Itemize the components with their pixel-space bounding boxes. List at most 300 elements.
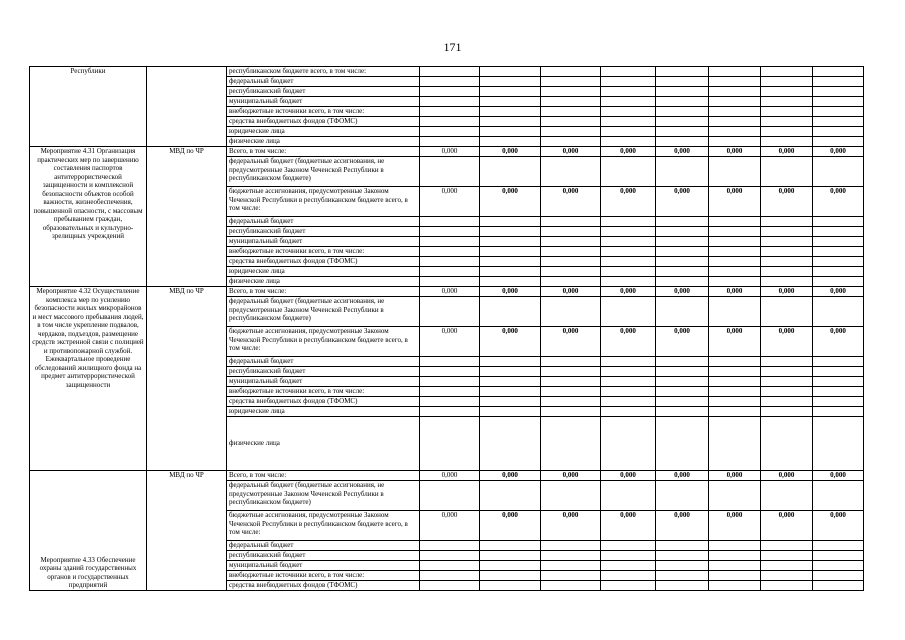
value-cell xyxy=(480,367,541,377)
value-cell xyxy=(656,157,709,187)
value-cell xyxy=(420,541,480,551)
value-cell: 0,000 xyxy=(656,327,709,357)
value-cell: 0,000 xyxy=(601,187,656,217)
funding-source-cell: юридические лица xyxy=(227,127,420,137)
funding-source-cell: федеральный бюджет (бюджетные ассигнования, не предусмотренные Законом Чеченской Республики в республиканском бюджете) xyxy=(227,157,420,187)
value-cell xyxy=(813,67,864,77)
value-cell xyxy=(541,247,601,257)
value-cell xyxy=(541,267,601,277)
value-cell xyxy=(480,407,541,417)
value-cell xyxy=(601,551,656,561)
value-cell xyxy=(709,571,761,581)
value-cell xyxy=(656,571,709,581)
value-cell xyxy=(480,417,541,471)
value-cell xyxy=(480,581,541,591)
value-cell xyxy=(420,387,480,397)
value-cell xyxy=(541,561,601,571)
value-cell xyxy=(761,357,813,367)
value-cell xyxy=(420,237,480,247)
value-cell xyxy=(420,257,480,267)
value-cell: 0,000 xyxy=(709,511,761,541)
funding-source-cell: физические лица xyxy=(227,137,420,147)
value-cell xyxy=(480,107,541,117)
funding-source-cell: бюджетные ассигнования, предусмотренные Законом Чеченской Республики в республиканском бюджете всего, в том числе: xyxy=(227,327,420,357)
value-cell: 0,000 xyxy=(813,327,864,357)
funding-source-cell: Всего, в том числе: xyxy=(227,147,420,157)
value-cell xyxy=(601,417,656,471)
value-cell xyxy=(541,387,601,397)
value-cell xyxy=(656,387,709,397)
value-cell: 0,000 xyxy=(656,511,709,541)
value-cell xyxy=(761,387,813,397)
value-cell: 0,000 xyxy=(813,287,864,297)
value-cell xyxy=(709,97,761,107)
value-cell xyxy=(761,237,813,247)
value-cell xyxy=(541,357,601,367)
value-cell xyxy=(480,217,541,227)
value-cell xyxy=(480,97,541,107)
funding-source-cell: средства внебюджетных фондов (ТФОМС) xyxy=(227,257,420,267)
measure-cell: Республики xyxy=(30,67,147,147)
value-cell: 0,000 xyxy=(656,187,709,217)
value-cell xyxy=(813,127,864,137)
budget-table xyxy=(29,66,864,591)
value-cell xyxy=(656,377,709,387)
value-cell xyxy=(709,277,761,287)
value-cell xyxy=(656,237,709,247)
value-cell xyxy=(420,267,480,277)
value-cell xyxy=(601,397,656,407)
value-cell xyxy=(656,257,709,267)
value-cell xyxy=(709,127,761,137)
value-cell xyxy=(541,87,601,97)
value-cell xyxy=(656,117,709,127)
value-cell xyxy=(813,217,864,227)
value-cell xyxy=(541,77,601,87)
value-cell xyxy=(420,227,480,237)
value-cell xyxy=(709,417,761,471)
value-cell: 0,000 xyxy=(480,187,541,217)
value-cell xyxy=(420,297,480,327)
value-cell xyxy=(709,77,761,87)
value-cell xyxy=(761,107,813,117)
value-cell: 0,000 xyxy=(420,287,480,297)
value-cell xyxy=(813,581,864,591)
value-cell xyxy=(480,127,541,137)
value-cell: 0,000 xyxy=(601,147,656,157)
value-cell xyxy=(541,367,601,377)
value-cell xyxy=(656,77,709,87)
value-cell: 0,000 xyxy=(420,471,480,481)
funding-source-cell: муниципальный бюджет xyxy=(227,561,420,571)
value-cell xyxy=(541,297,601,327)
value-cell: 0,000 xyxy=(480,471,541,481)
value-cell xyxy=(656,357,709,367)
value-cell xyxy=(541,107,601,117)
value-cell xyxy=(601,387,656,397)
value-cell: 0,000 xyxy=(541,287,601,297)
value-cell: 0,000 xyxy=(420,147,480,157)
value-cell xyxy=(761,481,813,511)
funding-source-cell: Всего, в том числе: xyxy=(227,471,420,481)
value-cell xyxy=(709,237,761,247)
value-cell xyxy=(601,117,656,127)
funding-source-cell: муниципальный бюджет xyxy=(227,97,420,107)
value-cell xyxy=(656,127,709,137)
value-cell xyxy=(541,117,601,127)
value-cell xyxy=(601,407,656,417)
value-cell xyxy=(709,561,761,571)
value-cell xyxy=(420,67,480,77)
value-cell xyxy=(813,107,864,117)
page-number: 171 xyxy=(443,40,462,54)
value-cell xyxy=(656,97,709,107)
value-cell xyxy=(656,561,709,571)
value-cell: 0,000 xyxy=(480,287,541,297)
funding-source-cell: юридические лица xyxy=(227,267,420,277)
value-cell: 0,000 xyxy=(656,471,709,481)
value-cell xyxy=(480,117,541,127)
value-cell: 0,000 xyxy=(601,471,656,481)
value-cell xyxy=(480,377,541,387)
value-cell xyxy=(709,297,761,327)
value-cell: 0,000 xyxy=(709,287,761,297)
value-cell xyxy=(813,551,864,561)
value-cell xyxy=(480,67,541,77)
value-cell xyxy=(761,297,813,327)
value-cell xyxy=(601,541,656,551)
value-cell xyxy=(420,137,480,147)
value-cell: 0,000 xyxy=(656,147,709,157)
funding-source-cell: федеральный бюджет xyxy=(227,541,420,551)
value-cell: 0,000 xyxy=(601,327,656,357)
value-cell xyxy=(601,87,656,97)
value-cell xyxy=(813,267,864,277)
value-cell xyxy=(480,237,541,247)
value-cell xyxy=(709,377,761,387)
value-cell: 0,000 xyxy=(656,287,709,297)
value-cell xyxy=(480,137,541,147)
value-cell xyxy=(709,387,761,397)
value-cell: 0,000 xyxy=(761,471,813,481)
value-cell: 0,000 xyxy=(813,187,864,217)
value-cell xyxy=(480,267,541,277)
value-cell xyxy=(761,571,813,581)
value-cell xyxy=(541,551,601,561)
value-cell xyxy=(709,397,761,407)
value-cell xyxy=(601,267,656,277)
value-cell xyxy=(656,541,709,551)
value-cell xyxy=(480,551,541,561)
value-cell: 0,000 xyxy=(709,187,761,217)
value-cell xyxy=(761,157,813,187)
value-cell xyxy=(709,87,761,97)
value-cell xyxy=(761,227,813,237)
value-cell xyxy=(709,67,761,77)
funding-source-cell: республиканский бюджет xyxy=(227,551,420,561)
value-cell xyxy=(813,417,864,471)
value-cell xyxy=(601,277,656,287)
value-cell xyxy=(601,357,656,367)
value-cell: 0,000 xyxy=(420,187,480,217)
value-cell xyxy=(480,561,541,571)
measure-cell: Мероприятие 4.32 Осуществление комплекса мер по усилению безопасности жилых микрорайонов и мест массового пребывания людей, в том числе укрепление подвалов, чердаков, подъездов, размещение средств экстренной связи с полицией и противопожарной службой. Ежеквартальное проведение обследований жилищного фонда на предмет антитеррористической защищенности xyxy=(30,287,147,471)
value-cell xyxy=(709,481,761,511)
value-cell xyxy=(761,87,813,97)
value-cell: 0,000 xyxy=(601,287,656,297)
value-cell: 0,000 xyxy=(541,511,601,541)
table-row xyxy=(30,287,864,297)
value-cell: 0,000 xyxy=(813,471,864,481)
value-cell: 0,000 xyxy=(709,327,761,357)
value-cell xyxy=(761,551,813,561)
value-cell xyxy=(420,217,480,227)
value-cell xyxy=(656,581,709,591)
value-cell xyxy=(656,137,709,147)
value-cell: 0,000 xyxy=(420,327,480,357)
funding-source-cell: Всего, в том числе: xyxy=(227,287,420,297)
value-cell xyxy=(656,227,709,237)
value-cell xyxy=(480,571,541,581)
value-cell xyxy=(601,77,656,87)
funding-source-cell: республиканский бюджет xyxy=(227,367,420,377)
funding-source-cell: средства внебюджетных фондов (ТФОМС) xyxy=(227,397,420,407)
value-cell xyxy=(480,77,541,87)
value-cell xyxy=(761,267,813,277)
value-cell xyxy=(709,367,761,377)
value-cell xyxy=(761,137,813,147)
value-cell xyxy=(420,367,480,377)
funding-source-cell: бюджетные ассигнования, предусмотренные Законом Чеченской Республики в республиканском бюджете всего, в том числе: xyxy=(227,187,420,217)
table-row xyxy=(30,471,864,481)
value-cell xyxy=(601,127,656,137)
value-cell xyxy=(761,397,813,407)
value-cell xyxy=(709,541,761,551)
value-cell xyxy=(420,277,480,287)
value-cell xyxy=(601,67,656,77)
funding-source-cell: средства внебюджетных фондов (ТФОМС) xyxy=(227,581,420,591)
funding-source-cell: федеральный бюджет (бюджетные ассигнования, не предусмотренные Законом Чеченской Республики в республиканском бюджете) xyxy=(227,481,420,511)
value-cell xyxy=(601,217,656,227)
value-cell xyxy=(813,277,864,287)
funding-source-cell: республиканский бюджет xyxy=(227,87,420,97)
value-cell xyxy=(761,367,813,377)
value-cell: 0,000 xyxy=(541,471,601,481)
value-cell xyxy=(420,127,480,137)
value-cell xyxy=(761,541,813,551)
value-cell xyxy=(420,571,480,581)
value-cell: 0,000 xyxy=(761,187,813,217)
funding-source-cell: внебюджетные источники всего, в том числе: xyxy=(227,571,420,581)
value-cell: 0,000 xyxy=(420,511,480,541)
value-cell xyxy=(656,247,709,257)
value-cell xyxy=(761,257,813,267)
value-cell xyxy=(656,277,709,287)
value-cell xyxy=(541,581,601,591)
value-cell xyxy=(813,257,864,267)
value-cell: 0,000 xyxy=(480,147,541,157)
funding-source-cell: республиканский бюджет xyxy=(227,227,420,237)
value-cell xyxy=(813,87,864,97)
value-cell xyxy=(656,481,709,511)
value-cell xyxy=(420,417,480,471)
value-cell xyxy=(541,237,601,247)
value-cell xyxy=(541,397,601,407)
value-cell xyxy=(813,227,864,237)
value-cell xyxy=(813,377,864,387)
value-cell xyxy=(420,157,480,187)
funding-source-cell: муниципальный бюджет xyxy=(227,377,420,387)
funding-source-cell: республиканском бюджете всего, в том числе: xyxy=(227,67,420,77)
executor-cell: МВД по ЧР xyxy=(147,147,227,287)
table-row xyxy=(30,147,864,157)
value-cell xyxy=(709,551,761,561)
value-cell: 0,000 xyxy=(761,147,813,157)
value-cell xyxy=(709,357,761,367)
value-cell: 0,000 xyxy=(480,511,541,541)
table-row xyxy=(30,67,864,77)
value-cell xyxy=(761,97,813,107)
value-cell xyxy=(813,297,864,327)
funding-source-cell: внебюджетные источники всего, в том числе: xyxy=(227,387,420,397)
value-cell xyxy=(761,127,813,137)
value-cell xyxy=(541,377,601,387)
value-cell xyxy=(420,377,480,387)
executor-cell: МВД по ЧР xyxy=(147,471,227,591)
value-cell xyxy=(480,481,541,511)
value-cell xyxy=(601,571,656,581)
value-cell: 0,000 xyxy=(541,187,601,217)
value-cell: 0,000 xyxy=(541,147,601,157)
value-cell xyxy=(709,247,761,257)
funding-source-cell: средства внебюджетных фондов (ТФОМС) xyxy=(227,117,420,127)
value-cell xyxy=(420,561,480,571)
value-cell xyxy=(813,397,864,407)
value-cell xyxy=(601,257,656,267)
value-cell xyxy=(480,87,541,97)
value-cell xyxy=(656,67,709,77)
value-cell xyxy=(709,267,761,277)
value-cell xyxy=(601,561,656,571)
value-cell: 0,000 xyxy=(541,327,601,357)
value-cell xyxy=(813,97,864,107)
value-cell xyxy=(813,157,864,187)
value-cell xyxy=(761,417,813,471)
value-cell xyxy=(541,257,601,267)
value-cell xyxy=(541,541,601,551)
value-cell xyxy=(541,217,601,227)
value-cell xyxy=(601,481,656,511)
value-cell xyxy=(420,117,480,127)
value-cell xyxy=(420,247,480,257)
value-cell xyxy=(656,397,709,407)
value-cell xyxy=(813,407,864,417)
value-cell xyxy=(420,407,480,417)
value-cell xyxy=(761,377,813,387)
value-cell: 0,000 xyxy=(761,287,813,297)
value-cell xyxy=(709,257,761,267)
value-cell: 0,000 xyxy=(813,147,864,157)
value-cell xyxy=(480,247,541,257)
value-cell xyxy=(601,157,656,187)
value-cell xyxy=(709,107,761,117)
value-cell xyxy=(601,581,656,591)
value-cell xyxy=(761,407,813,417)
funding-source-cell: бюджетные ассигнования, предусмотренные Законом Чеченской Республики в республиканском бюджете всего, в том числе: xyxy=(227,511,420,541)
value-cell xyxy=(656,217,709,227)
value-cell xyxy=(813,561,864,571)
value-cell xyxy=(656,417,709,471)
value-cell xyxy=(480,297,541,327)
value-cell: 0,000 xyxy=(761,511,813,541)
value-cell xyxy=(480,277,541,287)
value-cell xyxy=(813,247,864,257)
value-cell xyxy=(541,157,601,187)
value-cell: 0,000 xyxy=(601,511,656,541)
value-cell xyxy=(761,67,813,77)
value-cell xyxy=(656,407,709,417)
value-cell xyxy=(601,297,656,327)
value-cell xyxy=(480,257,541,267)
value-cell xyxy=(420,107,480,117)
value-cell xyxy=(656,107,709,117)
value-cell xyxy=(541,571,601,581)
value-cell xyxy=(813,77,864,87)
value-cell xyxy=(813,387,864,397)
value-cell xyxy=(656,367,709,377)
value-cell xyxy=(709,137,761,147)
value-cell xyxy=(480,157,541,187)
value-cell xyxy=(480,387,541,397)
value-cell xyxy=(761,581,813,591)
value-cell xyxy=(761,247,813,257)
value-cell xyxy=(813,481,864,511)
value-cell xyxy=(541,67,601,77)
value-cell xyxy=(420,77,480,87)
value-cell xyxy=(480,227,541,237)
value-cell xyxy=(761,277,813,287)
value-cell xyxy=(601,367,656,377)
value-cell xyxy=(761,561,813,571)
value-cell: 0,000 xyxy=(761,327,813,357)
value-cell xyxy=(709,227,761,237)
funding-source-cell: федеральный бюджет xyxy=(227,77,420,87)
value-cell xyxy=(709,217,761,227)
value-cell xyxy=(813,137,864,147)
value-cell xyxy=(601,247,656,257)
funding-source-cell: федеральный бюджет (бюджетные ассигнования, не предусмотренные Законом Чеченской Республики в республиканском бюджете) xyxy=(227,297,420,327)
funding-source-cell: муниципальный бюджет xyxy=(227,237,420,247)
value-cell xyxy=(420,87,480,97)
funding-source-cell: внебюджетные источники всего, в том числе: xyxy=(227,247,420,257)
value-cell xyxy=(601,107,656,117)
value-cell xyxy=(541,227,601,237)
value-cell xyxy=(813,571,864,581)
value-cell xyxy=(761,117,813,127)
funding-source-cell: физические лица xyxy=(227,277,420,287)
value-cell xyxy=(656,551,709,561)
value-cell xyxy=(656,297,709,327)
value-cell xyxy=(761,217,813,227)
value-cell xyxy=(480,541,541,551)
value-cell xyxy=(420,581,480,591)
value-cell xyxy=(480,397,541,407)
funding-source-cell: физические лица xyxy=(227,417,420,471)
value-cell: 0,000 xyxy=(813,511,864,541)
value-cell xyxy=(541,277,601,287)
value-cell xyxy=(813,117,864,127)
funding-source-cell: внебюджетные источники всего, в том числе: xyxy=(227,107,420,117)
